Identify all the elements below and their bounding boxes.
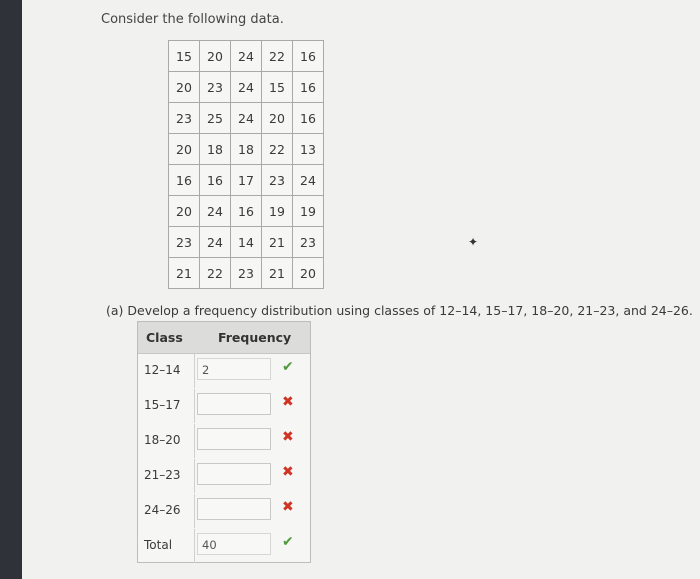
data-cell: 18	[231, 134, 262, 165]
class-header: Class	[146, 330, 183, 345]
column-divider	[194, 459, 195, 493]
data-cell: 16	[293, 72, 324, 103]
check-icon: ✔	[282, 359, 294, 375]
data-cell: 20	[262, 103, 293, 134]
data-cell: 24	[200, 227, 231, 258]
data-cell: 23	[231, 258, 262, 289]
table-row	[138, 494, 310, 528]
data-cell: 18	[200, 134, 231, 165]
data-cell: 22	[200, 258, 231, 289]
data-cell: 16	[169, 165, 200, 196]
class-label: 18–20	[144, 433, 181, 447]
data-cell: 22	[262, 41, 293, 72]
table-row	[169, 41, 324, 72]
data-cell: 16	[200, 165, 231, 196]
x-icon: ✖	[282, 499, 294, 515]
data-table	[168, 40, 324, 289]
table-row	[138, 529, 310, 563]
data-cell: 20	[200, 41, 231, 72]
column-divider	[194, 424, 195, 458]
data-cell: 19	[293, 196, 324, 227]
class-label: 12–14	[144, 363, 181, 377]
class-label: 15–17	[144, 398, 181, 412]
data-cell: 23	[293, 227, 324, 258]
data-cell: 24	[200, 196, 231, 227]
frequency-table	[137, 321, 311, 563]
data-cell: 17	[231, 165, 262, 196]
mouse-cursor-icon: ✦	[468, 235, 479, 249]
table-row	[169, 196, 324, 227]
table-row	[169, 103, 324, 134]
frequency-table-header	[138, 322, 310, 354]
data-cell: 25	[200, 103, 231, 134]
data-cell: 15	[169, 41, 200, 72]
total-input[interactable]: 40	[197, 533, 271, 555]
intro-text: Consider the following data.	[101, 12, 284, 27]
data-cell: 20	[169, 72, 200, 103]
table-row	[138, 354, 310, 388]
data-cell: 16	[231, 196, 262, 227]
data-cell: 23	[262, 165, 293, 196]
x-icon: ✖	[282, 429, 294, 445]
data-cell: 16	[293, 103, 324, 134]
table-row	[169, 134, 324, 165]
frequency-input[interactable]	[197, 393, 271, 415]
question-page	[22, 0, 700, 579]
frequency-input[interactable]: 2	[197, 358, 271, 380]
data-cell: 20	[169, 196, 200, 227]
frequency-input[interactable]	[197, 463, 271, 485]
data-cell: 19	[262, 196, 293, 227]
data-cell: 24	[231, 72, 262, 103]
table-row	[138, 424, 310, 458]
column-divider	[194, 494, 195, 528]
check-icon: ✔	[282, 534, 294, 550]
table-row	[138, 389, 310, 423]
data-cell: 23	[169, 227, 200, 258]
data-cell: 23	[200, 72, 231, 103]
data-cell: 24	[231, 103, 262, 134]
data-cell: 21	[262, 227, 293, 258]
data-cell: 16	[293, 41, 324, 72]
frequency-header: Frequency	[218, 330, 292, 345]
table-row	[169, 258, 324, 289]
column-divider	[194, 354, 195, 388]
data-cell: 21	[262, 258, 293, 289]
data-cell: 20	[169, 134, 200, 165]
class-label: 21–23	[144, 468, 181, 482]
data-cell: 15	[262, 72, 293, 103]
data-cell: 14	[231, 227, 262, 258]
table-row	[169, 72, 324, 103]
class-label: Total	[144, 538, 173, 552]
data-cell: 23	[169, 103, 200, 134]
data-cell: 24	[231, 41, 262, 72]
data-cell: 21	[169, 258, 200, 289]
left-sidebar	[0, 0, 22, 579]
question-text: (a) Develop a frequency distribution using classes of 12–14, 15–17, 18–20, 21–23, and 24–26.	[106, 303, 693, 318]
data-cell: 20	[293, 258, 324, 289]
data-cell: 22	[262, 134, 293, 165]
frequency-input[interactable]	[197, 428, 271, 450]
x-icon: ✖	[282, 464, 294, 480]
table-row	[169, 165, 324, 196]
table-row	[138, 459, 310, 493]
class-label: 24–26	[144, 503, 181, 517]
data-cell: 13	[293, 134, 324, 165]
data-cell: 24	[293, 165, 324, 196]
table-row	[169, 227, 324, 258]
column-divider	[194, 389, 195, 423]
x-icon: ✖	[282, 394, 294, 410]
frequency-input[interactable]	[197, 498, 271, 520]
column-divider	[194, 529, 195, 563]
